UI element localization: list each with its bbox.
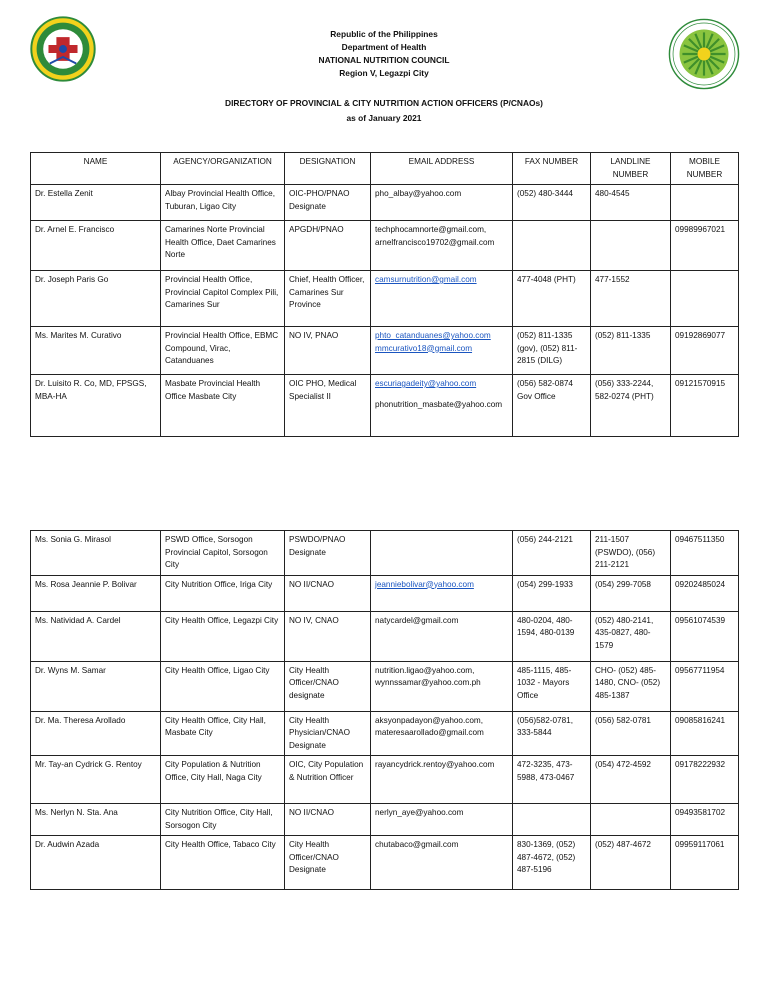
cell-mobile — [671, 271, 739, 327]
cell-landline — [591, 221, 671, 271]
email-text: arnelfrancisco19702@gmail.com — [375, 237, 495, 247]
cell-name: Dr. Audwin Azada — [31, 836, 161, 890]
cell-fax: (054) 299-1933 — [513, 575, 591, 611]
table-row — [31, 185, 739, 221]
cell-landline: 480-4545 — [591, 185, 671, 221]
cell-mobile: 09467511350 — [671, 531, 739, 576]
column-header-name: NAME — [31, 153, 161, 185]
cell-name: Ms. Natividad A. Cardel — [31, 611, 161, 661]
cell-fax — [513, 221, 591, 271]
cell-landline: (052) 487-4672 — [591, 836, 671, 890]
cell-agency: City Health Office, City Hall, Masbate City — [161, 711, 285, 756]
cell-email — [371, 711, 513, 756]
cell-mobile: 09192869077 — [671, 327, 739, 375]
email-text: pho_albay@yahoo.com — [375, 189, 462, 198]
table-row — [31, 375, 739, 437]
cell-landline — [591, 804, 671, 836]
cell-agency: Albay Provincial Health Office, Tuburan, Ligao City — [161, 185, 285, 221]
table-row — [31, 575, 739, 611]
table-row — [31, 221, 739, 271]
cell-name: Ms. Nerlyn N. Sta. Ana — [31, 804, 161, 836]
cell-mobile: 09567711954 — [671, 661, 739, 711]
cell-agency: Camarines Norte Provincial Health Office, Daet Camarines Norte — [161, 221, 285, 271]
cell-designation: City Health Officer/CNAO designate — [285, 661, 371, 711]
cell-email — [371, 271, 513, 327]
cell-mobile: 09493581702 — [671, 804, 739, 836]
cell-landline: (056) 582-0781 — [591, 711, 671, 756]
header-line-republic: Republic of the Philippines — [330, 29, 438, 39]
cell-landline: 477-1552 — [591, 271, 671, 327]
cell-agency: City Health Office, Tabaco City — [161, 836, 285, 890]
cell-email — [371, 327, 513, 375]
cell-agency: Provincial Health Office, Provincial Capitol Complex Pili, Camarines Sur — [161, 271, 285, 327]
cell-mobile: 09202485024 — [671, 575, 739, 611]
email-text: nutrition.ligao@yahoo.com, — [375, 665, 475, 675]
cell-fax: (052) 480-3444 — [513, 185, 591, 221]
cell-designation: OIC PHO, Medical Specialist II — [285, 375, 371, 437]
cell-mobile — [671, 185, 739, 221]
cell-designation: City Health Physician/CNAO Designate — [285, 711, 371, 756]
cell-name: Dr. Joseph Paris Go — [31, 271, 161, 327]
cell-designation: NO IV, CNAO — [285, 611, 371, 661]
cell-fax: 830-1369, (052) 487-4672, (052) 487-5196 — [513, 836, 591, 890]
cell-agency: City Health Office, Legazpi City — [161, 611, 285, 661]
email-text: techphocamnorte@gmail.com, — [375, 225, 487, 234]
letterhead — [0, 28, 768, 80]
cell-landline: CHO- (052) 485-1480, CNO- (052) 485-1387 — [591, 661, 671, 711]
cell-name: Mr. Tay-an Cydrick G. Rentoy — [31, 756, 161, 804]
cell-mobile: 09178222932 — [671, 756, 739, 804]
cell-email — [371, 375, 513, 437]
cell-designation: PSWDO/PNAO Designate — [285, 531, 371, 576]
header-line-region: Region V, Legazpi City — [339, 68, 429, 78]
email-link[interactable]: jeanniebolivar@yahoo.com — [375, 579, 474, 589]
cell-name: Ms. Rosa Jeannie P. Bolivar — [31, 575, 161, 611]
cell-email: nerlyn_aye@yahoo.com — [371, 804, 513, 836]
title-line-date: as of January 2021 — [346, 113, 422, 123]
cell-fax: (056)582-0781, 333-5844 — [513, 711, 591, 756]
document-title — [0, 96, 768, 126]
column-header-agency: AGENCY/ORGANIZATION — [161, 153, 285, 185]
cell-name: Dr. Arnel E. Francisco — [31, 221, 161, 271]
cell-landline: (054) 299-7058 — [591, 575, 671, 611]
column-header-designation: DESIGNATION — [285, 153, 371, 185]
cell-designation: OIC, City Population & Nutrition Officer — [285, 756, 371, 804]
cell-email — [371, 221, 513, 271]
table-row — [31, 611, 739, 661]
column-header-fax: FAX NUMBER — [513, 153, 591, 185]
cell-name: Dr. Wyns M. Samar — [31, 661, 161, 711]
cell-fax: 477-4048 (PHT) — [513, 271, 591, 327]
cell-designation: NO II/CNAO — [285, 804, 371, 836]
column-header-mobile: MOBILE NUMBER — [671, 153, 739, 185]
cell-designation: NO II/CNAO — [285, 575, 371, 611]
cell-designation: OIC-PHO/PNAO Designate — [285, 185, 371, 221]
cell-name: Ms. Marites M. Curativo — [31, 327, 161, 375]
cell-mobile: 09989967021 — [671, 221, 739, 271]
email-link[interactable]: mmcurativo18@gmail.com — [375, 343, 473, 353]
cell-fax: (056) 582-0874 Gov Office — [513, 375, 591, 437]
cell-agency: City Nutrition Office, City Hall, Sorsogon City — [161, 804, 285, 836]
cell-fax: (056) 244-2121 — [513, 531, 591, 576]
directory-table-1 — [30, 152, 739, 437]
cell-designation: NO IV, PNAO — [285, 327, 371, 375]
table-row — [31, 756, 739, 804]
table-row — [31, 804, 739, 836]
cell-agency: City Health Office, Ligao City — [161, 661, 285, 711]
cell-name: Dr. Ma. Theresa Arollado — [31, 711, 161, 756]
column-header-email: EMAIL ADDRESS — [371, 153, 513, 185]
cell-fax: 485-1115, 485-1032 - Mayors Office — [513, 661, 591, 711]
cell-fax — [513, 804, 591, 836]
cell-email: natycardel@gmail.com — [371, 611, 513, 661]
email-text: phonutrition_masbate@yahoo.com — [375, 399, 503, 409]
cell-mobile: 09561074539 — [671, 611, 739, 661]
directory-table-2 — [30, 530, 739, 890]
cell-agency: Masbate Provincial Health Office Masbate City — [161, 375, 285, 437]
cell-mobile: 09959117061 — [671, 836, 739, 890]
cell-email — [371, 661, 513, 711]
cell-fax: 480-0204, 480-1594, 480-0139 — [513, 611, 591, 661]
cell-fax: (052) 811-1335 (gov), (052) 811-2815 (DILG) — [513, 327, 591, 375]
email-text: materesaarollado@gmail.com — [375, 728, 484, 737]
table-header-row — [31, 153, 739, 185]
cell-landline: (056) 333-2244, 582-0274 (PHT) — [591, 375, 671, 437]
cell-mobile: 09121570915 — [671, 375, 739, 437]
cell-designation: Chief, Health Officer, Camarines Sur Province — [285, 271, 371, 327]
cell-agency: PSWD Office, Sorsogon Provincial Capitol, Sorsogon City — [161, 531, 285, 576]
cell-name: Dr. Estella Zenit — [31, 185, 161, 221]
email-text: aksyonpadayon@yahoo.com, — [375, 715, 483, 725]
email-text: wynnssamar@yahoo.com.ph — [375, 678, 481, 687]
cell-landline: (054) 472-4592 — [591, 756, 671, 804]
cell-landline: (052) 811-1335 — [591, 327, 671, 375]
cell-email: chutabaco@gmail.com — [371, 836, 513, 890]
table-row — [31, 327, 739, 375]
cell-designation: City Health Officer/CNAO Designate — [285, 836, 371, 890]
cell-agency: Provincial Health Office, EBMC Compound, Virac, Catanduanes — [161, 327, 285, 375]
cell-agency: City Nutrition Office, Iriga City — [161, 575, 285, 611]
cell-name: Dr. Luisito R. Co, MD, FPSGS, MBA-HA — [31, 375, 161, 437]
table-row — [31, 531, 739, 576]
cell-landline: 211-1507 (PSWDO), (056) 211-2121 — [591, 531, 671, 576]
cell-landline: (052) 480-2141, 435-0827, 480-1579 — [591, 611, 671, 661]
cell-email — [371, 531, 513, 576]
cell-email: rayancydrick.rentoy@yahoo.com — [371, 756, 513, 804]
email-link[interactable]: escuriagadeity@yahoo.com — [375, 379, 477, 388]
cell-fax: 472-3235, 473-5988, 473-0467 — [513, 756, 591, 804]
table-row — [31, 836, 739, 890]
cell-mobile: 09085816241 — [671, 711, 739, 756]
title-line-directory: DIRECTORY OF PROVINCIAL & CITY NUTRITION ACTION OFFICERS (P/CNAOs) — [225, 98, 543, 108]
email-link[interactable]: phto_catanduanes@yahoo.com — [375, 331, 491, 340]
cell-email — [371, 575, 513, 611]
cell-name: Ms. Sonia G. Mirasol — [31, 531, 161, 576]
email-link[interactable]: camsurnutrition@gmail.com — [375, 275, 477, 284]
cell-email — [371, 185, 513, 221]
table-row — [31, 271, 739, 327]
header-line-council: NATIONAL NUTRITION COUNCIL — [318, 55, 450, 65]
cell-designation: APGDH/PNAO — [285, 221, 371, 271]
column-header-landline: LANDLINE NUMBER — [591, 153, 671, 185]
table-row — [31, 661, 739, 711]
cell-agency: City Population & Nutrition Office, City Hall, Naga City — [161, 756, 285, 804]
table-row — [31, 711, 739, 756]
header-line-department: Department of Health — [341, 42, 427, 52]
